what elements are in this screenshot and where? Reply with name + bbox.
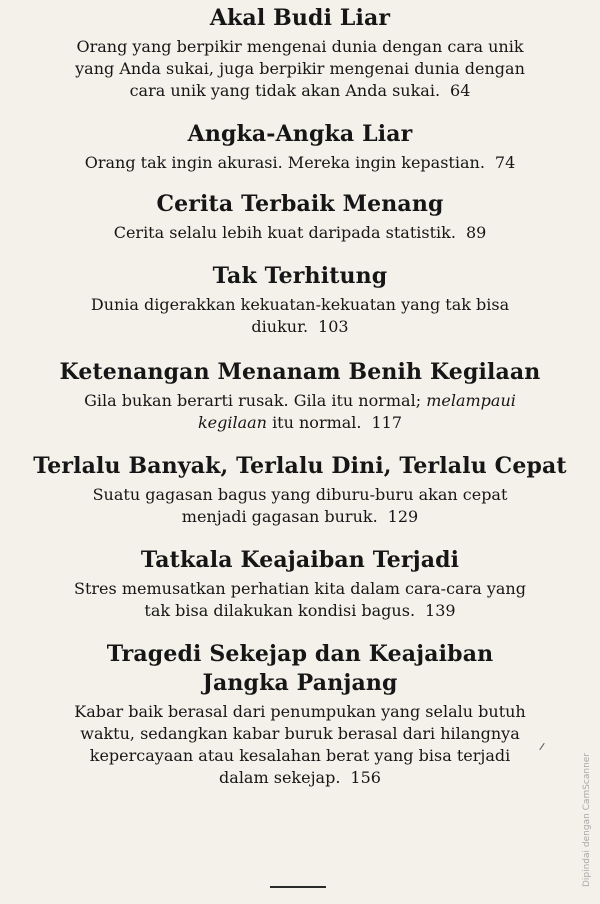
watermark-text: Dipindai dengan CamScanner <box>582 752 592 888</box>
scanner-watermark <box>580 740 594 900</box>
page-number: 139 <box>425 601 456 620</box>
chapter-description <box>65 701 535 789</box>
toc-entry <box>0 4 600 102</box>
chapter-title: Ketenangan Menanam Benih Kegilaan <box>59 359 541 385</box>
page-number: 156 <box>350 768 381 787</box>
chapter-title: Tak Terhitung <box>212 263 388 289</box>
toc-entry <box>0 452 600 528</box>
description-text: Gila bukan berarti rusak. Gila itu normal; <box>84 391 422 410</box>
page-number: 64 <box>450 81 471 100</box>
page-number: 129 <box>387 507 419 526</box>
chapter-description <box>90 294 510 338</box>
chapter-description <box>65 578 535 622</box>
chapter-title: Tragedi Sekejap dan Keajaiban Jangka Panjang <box>106 641 494 696</box>
description-text: Dunia digerakkan kekuatan-kekuatan yang tak bisa diukur. <box>90 295 510 336</box>
page-number: 117 <box>371 413 403 432</box>
description-text: Orang tak ingin akurasi. Mereka ingin kepastian. <box>84 153 485 172</box>
toc-entry <box>0 262 600 338</box>
chapter-description <box>0 152 600 174</box>
page-number: 103 <box>318 317 349 336</box>
chapter-title: Cerita Terbaik Menang <box>156 191 444 217</box>
page-number: 89 <box>465 223 487 242</box>
chapter-title: Angka-Angka Liar <box>187 121 413 147</box>
description-text: itu normal. <box>272 413 362 432</box>
description-text: Orang yang berpikir mengenai dunia dengan cara unik yang Anda sukai, juga berpikir mengenai dunia dengan cara unik yang tidak akan Anda sukai. <box>75 37 525 100</box>
chapter-description <box>70 390 530 434</box>
toc-entry <box>0 640 600 789</box>
description-italic-text: melampaui kegilaan <box>197 391 516 432</box>
chapter-title: Terlalu Banyak, Terlalu Dini, Terlalu Cepat <box>33 453 567 479</box>
description-text: Stres memusatkan perhatian kita dalam cara-cara yang tak bisa dilakukan kondisi bagus. <box>74 579 526 620</box>
chapter-title: Akal Budi Liar <box>209 5 391 31</box>
page-number: 74 <box>494 153 516 172</box>
toc-entry <box>0 358 600 434</box>
toc-entry <box>0 190 600 244</box>
description-text: Cerita selalu lebih kuat daripada statistik. <box>113 223 456 242</box>
chapter-description <box>75 36 525 102</box>
chapter-description <box>85 484 515 528</box>
description-text: Kabar baik berasal dari penumpukan yang selalu butuh waktu, sedangkan kabar buruk berasal dari hilangnya kepercayaan atau kesalahan berat yang bisa terjadi dalam sekejap. <box>74 702 526 787</box>
description-text: Suatu gagasan bagus yang diburu-buru akan cepat menjadi gagasan buruk. <box>92 485 508 526</box>
chapter-description <box>0 222 600 244</box>
toc-entry <box>0 120 600 174</box>
toc-entry <box>0 546 600 622</box>
chapter-title: Tatkala Keajaiban Terjadi <box>140 547 460 573</box>
section-divider <box>270 886 326 888</box>
